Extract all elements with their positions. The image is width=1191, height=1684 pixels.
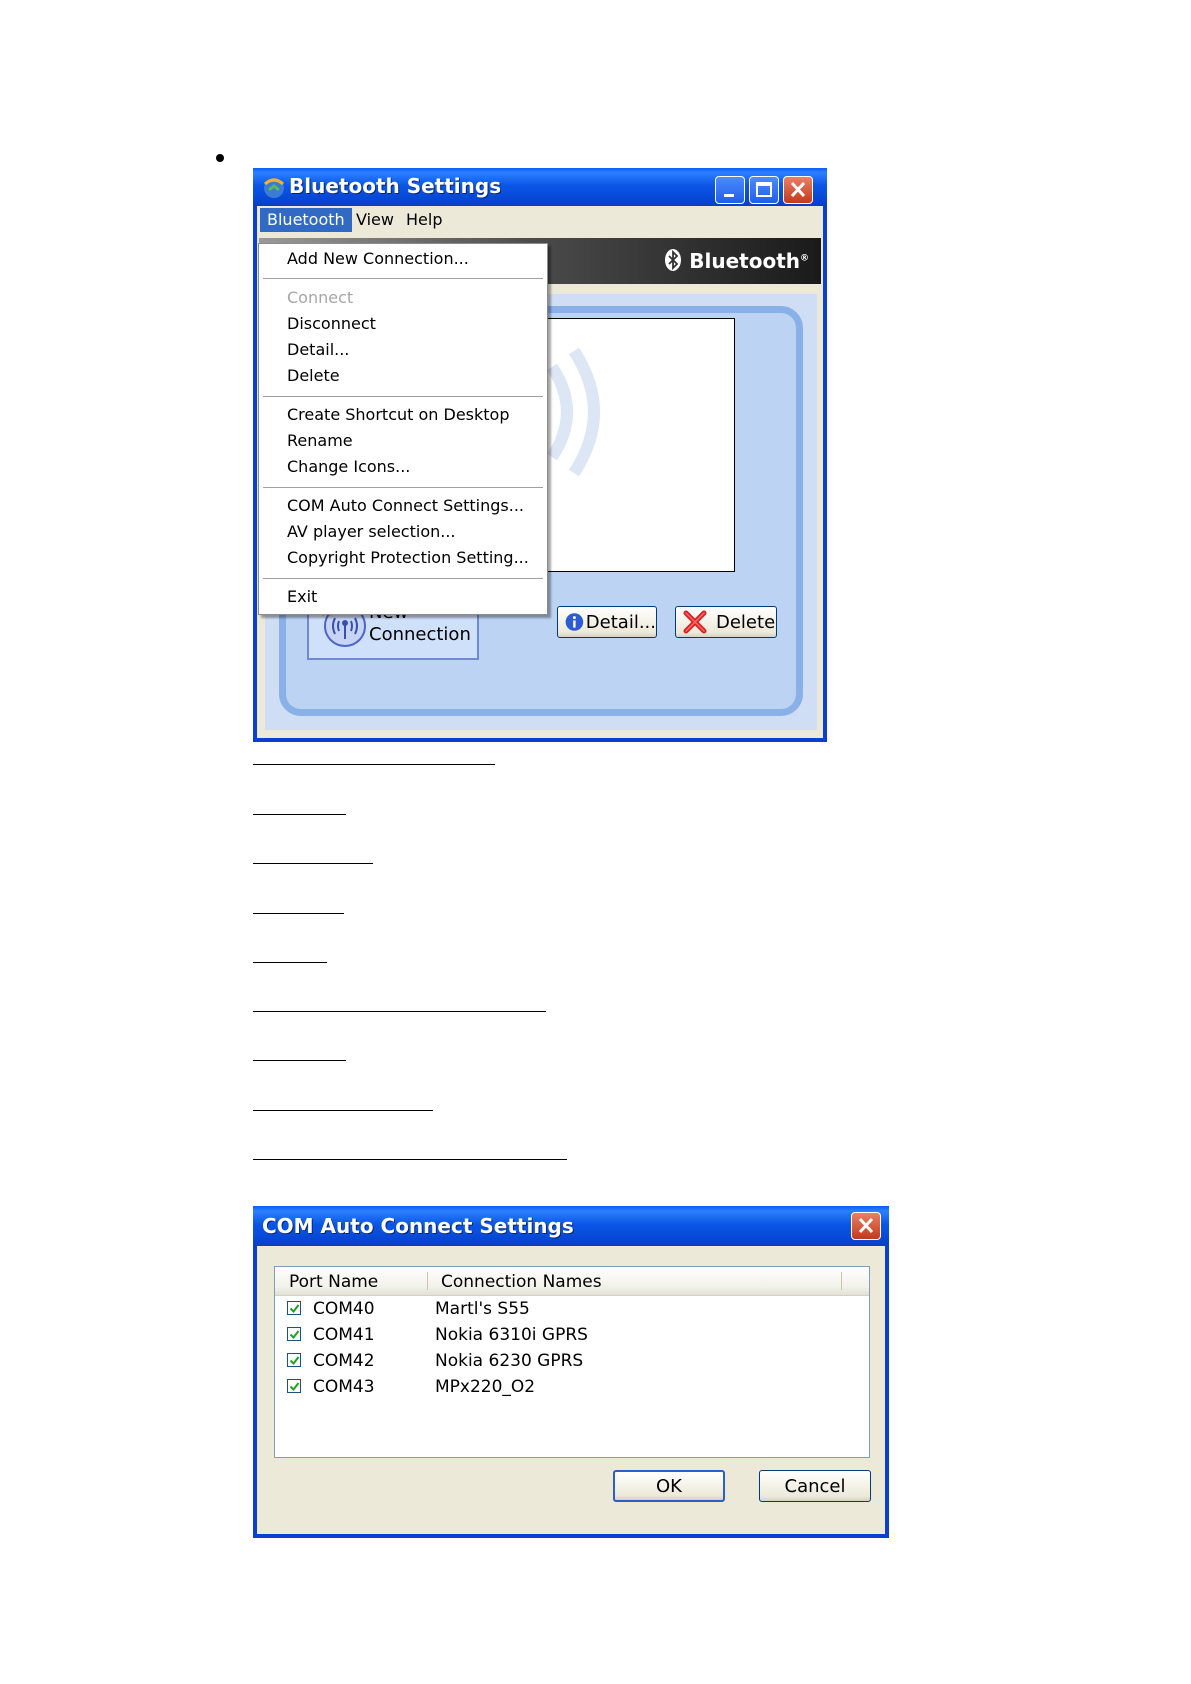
com-port-list[interactable] [274, 1266, 870, 1458]
menu-help[interactable]: Help [406, 210, 443, 229]
menu-separator [263, 578, 543, 580]
column-header-connection-names[interactable]: Connection Names [441, 1272, 602, 1292]
menu-separator [263, 396, 543, 398]
bluetooth-logo [664, 248, 809, 273]
dialog-title-bar[interactable] [253, 1206, 889, 1246]
menu-separator [263, 487, 543, 489]
cancel-button[interactable]: Cancel [759, 1470, 871, 1502]
column-divider[interactable] [841, 1272, 842, 1290]
maximize-icon [750, 177, 778, 203]
table-row[interactable] [275, 1323, 869, 1349]
menu-connect: Connect [287, 288, 354, 307]
ok-button[interactable]: OK [613, 1470, 725, 1502]
dialog-client-area [257, 1246, 885, 1534]
delete-icon [682, 609, 708, 635]
column-header-port-name[interactable]: Port Name [289, 1272, 379, 1292]
port-name: COM40 [313, 1299, 375, 1319]
list-header [275, 1267, 869, 1296]
close-icon [784, 177, 812, 203]
port-name: COM43 [313, 1377, 375, 1397]
close-icon [852, 1213, 880, 1239]
bluetooth-app-icon [261, 174, 287, 200]
link-underline[interactable] [253, 1060, 346, 1061]
link-underline[interactable] [253, 764, 495, 765]
menu-delete[interactable]: Delete [287, 366, 340, 385]
dialog-title: COM Auto Connect Settings [262, 1214, 574, 1238]
minimize-button[interactable] [715, 176, 745, 204]
menu-add-new-connection[interactable]: Add New Connection... [287, 249, 469, 268]
table-row[interactable] [275, 1297, 869, 1323]
brand-name: Bluetooth [689, 249, 800, 273]
menu-change-icons[interactable]: Change Icons... [287, 457, 411, 476]
dialog-close-button[interactable] [851, 1212, 881, 1240]
bluetooth-icon [664, 248, 682, 272]
menu-bluetooth[interactable]: Bluetooth [260, 208, 352, 232]
detail-button[interactable] [557, 606, 657, 638]
menu-copyright-protection[interactable]: Copyright Protection Setting... [287, 548, 529, 567]
delete-button[interactable] [675, 606, 777, 638]
row-checkbox[interactable] [287, 1379, 301, 1393]
port-name: COM42 [313, 1351, 375, 1371]
menu-detail[interactable]: Detail... [287, 340, 350, 359]
menu-av-player-selection[interactable]: AV player selection... [287, 522, 456, 541]
menu-bar [257, 206, 823, 234]
delete-button-label: Delete [716, 611, 776, 633]
row-checkbox[interactable] [287, 1301, 301, 1315]
com-auto-connect-dialog [253, 1206, 889, 1538]
table-row[interactable] [275, 1375, 869, 1401]
menu-separator [263, 278, 543, 280]
maximize-button[interactable] [749, 176, 779, 204]
brand-mark: ® [800, 253, 809, 264]
menu-create-shortcut[interactable]: Create Shortcut on Desktop [287, 405, 510, 424]
link-underline[interactable] [253, 962, 327, 963]
menu-exit[interactable]: Exit [287, 587, 318, 606]
link-underline[interactable] [253, 1011, 546, 1012]
menu-view[interactable]: View [356, 210, 394, 229]
checkmark-icon [289, 1355, 300, 1366]
new-connection-label-line2: Connection [369, 624, 471, 645]
connection-name: Martl's S55 [435, 1299, 530, 1319]
link-underline[interactable] [253, 863, 373, 864]
menu-com-auto-connect[interactable]: COM Auto Connect Settings... [287, 496, 525, 515]
row-checkbox[interactable] [287, 1353, 301, 1367]
minimize-icon [716, 177, 744, 203]
checkmark-icon [289, 1381, 300, 1392]
menu-disconnect[interactable]: Disconnect [287, 314, 376, 333]
checkmark-icon [289, 1329, 300, 1340]
link-underline[interactable] [253, 1110, 433, 1111]
menu-rename[interactable]: Rename [287, 431, 353, 450]
connection-name: Nokia 6310i GPRS [435, 1325, 588, 1345]
row-checkbox[interactable] [287, 1327, 301, 1341]
connection-name: Nokia 6230 GPRS [435, 1351, 584, 1371]
checkmark-icon [289, 1303, 300, 1314]
link-underline[interactable] [253, 1159, 567, 1160]
detail-button-label: Detail... [585, 611, 656, 633]
column-divider[interactable] [427, 1272, 428, 1290]
close-button[interactable] [783, 176, 813, 204]
link-underline[interactable] [253, 814, 346, 815]
connection-name: MPx220_O2 [435, 1377, 536, 1397]
info-icon [564, 609, 585, 635]
title-bar[interactable] [253, 168, 827, 206]
window-title: Bluetooth Settings [289, 174, 502, 198]
link-underline[interactable] [253, 913, 344, 914]
list-bullet [216, 154, 224, 162]
port-name: COM41 [313, 1325, 375, 1345]
bluetooth-dropdown-menu [258, 243, 548, 615]
table-row[interactable] [275, 1349, 869, 1375]
